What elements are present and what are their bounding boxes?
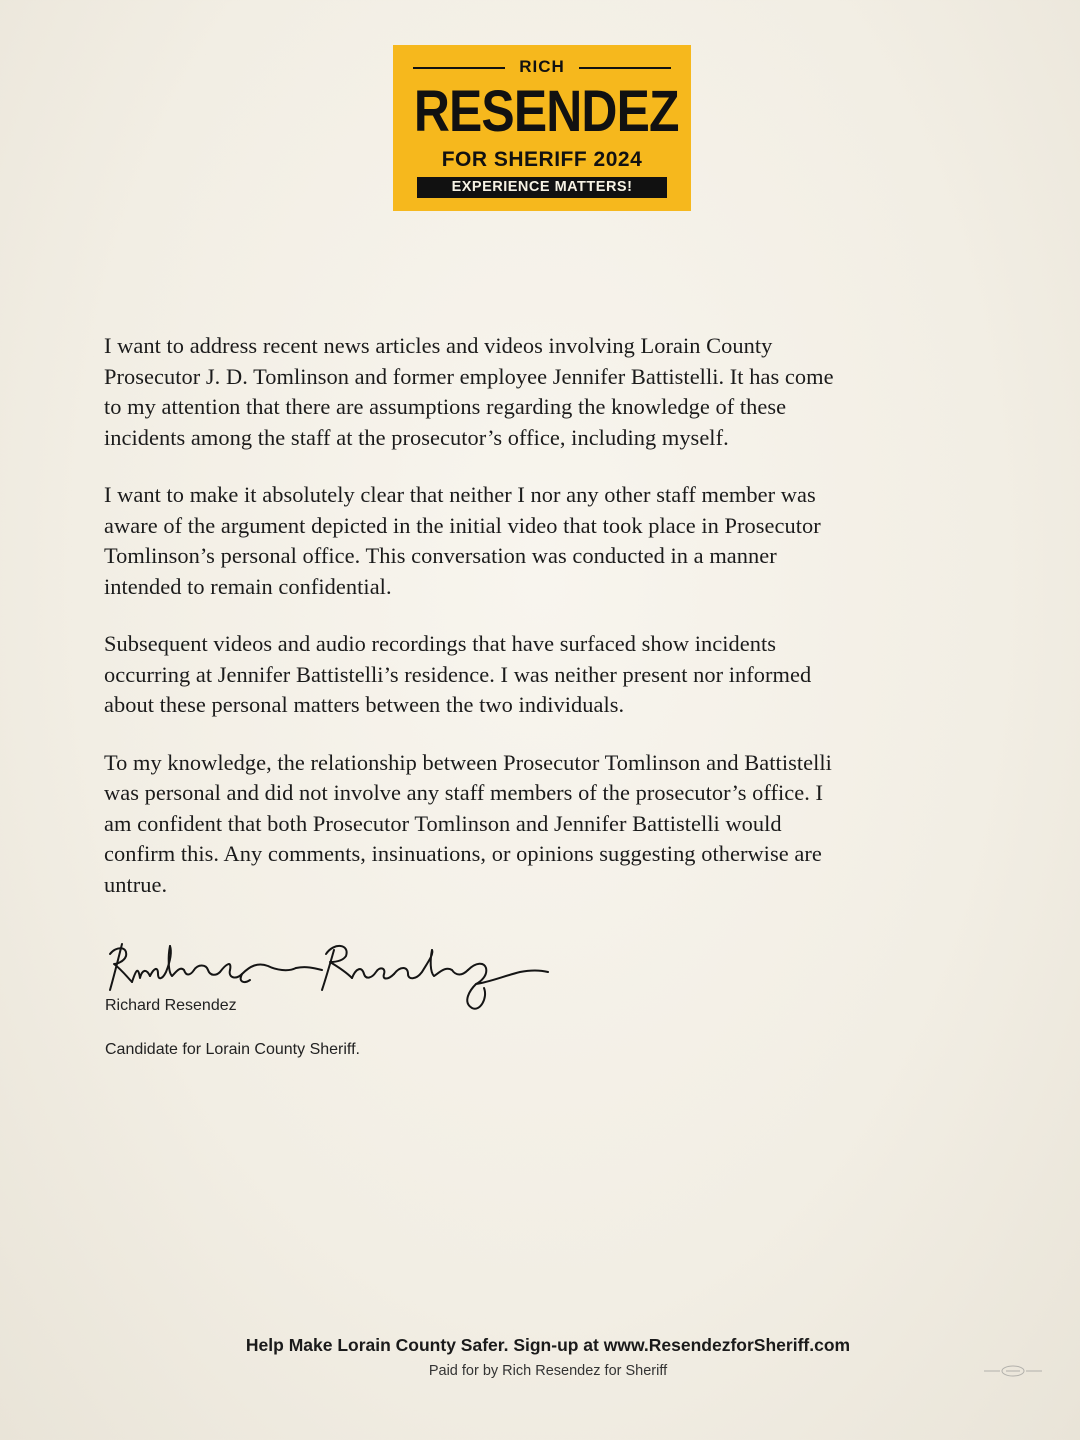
letter-paragraph-4: [104, 748, 964, 901]
logo-last-name: RESENDEZ: [413, 79, 679, 144]
letter-line: Subsequent videos and audio recordings that have surfaced show incidents: [104, 631, 777, 656]
signer-title: Candidate for Lorain County Sheriff.: [105, 1041, 360, 1058]
letter-paragraph-3: [104, 629, 964, 721]
letter-line: occurring at Jennifer Battistelli’s residence. I was neither present nor informed: [104, 661, 812, 687]
letter-line: was personal and did not involve any staff members of the prosecutor’s office. I: [104, 780, 824, 805]
logo-slogan: EXPERIENCE MATTERS!: [417, 177, 667, 198]
letter-body: [104, 331, 964, 927]
letter-line: Tomlinson’s personal office. This conversation was conducted in a manner: [104, 543, 777, 568]
letter-paragraph-2: [104, 480, 964, 602]
logo-office: FOR SHERIFF 2024: [441, 148, 643, 171]
letter-line: I want to address recent news articles and videos involving Lorain County: [104, 333, 773, 358]
signer-name: Richard Resendez: [105, 997, 237, 1014]
footer-paid-for: Paid for by Rich Resendez for Sheriff: [428, 1363, 668, 1379]
letter-line: confirm this. Any comments, insinuations, or opinions suggesting otherwise are: [104, 841, 822, 866]
letter-paragraph-1: [104, 331, 964, 453]
letter-line: about these personal matters between the two individuals.: [104, 692, 625, 717]
letter-line: I want to make it absolutely clear that neither I nor any other staff member was: [104, 482, 816, 507]
logo-first-name: RICH: [519, 57, 565, 76]
letter-line: aware of the argument depicted in the initial video that took place in Prosecutor: [104, 512, 821, 538]
letter-line: incidents among the staff at the prosecutor’s office, including myself.: [104, 424, 729, 450]
campaign-logo: [393, 45, 691, 211]
logo-rule-right: [579, 67, 671, 69]
watermark-mark: [980, 1362, 1046, 1380]
letter-line: Prosecutor J. D. Tomlinson and former employee Jennifer Battistelli. It has come: [104, 363, 834, 389]
letter-line: untrue.: [104, 871, 168, 897]
letter-line: To my knowledge, the relationship between Prosecutor Tomlinson and Battistelli: [104, 749, 832, 775]
logo-first-name-row: [393, 57, 691, 77]
letter-line: am confident that both Prosecutor Tomlinson and Jennifer Battistelli would: [104, 810, 782, 836]
footer-signup-line: Help Make Lorain County Safer. Sign-up at www.ResendezforSheriff.com: [245, 1335, 851, 1355]
letter-line: to my attention that there are assumptions regarding the knowledge of these: [104, 394, 787, 419]
letter-line: intended to remain confidential.: [104, 573, 392, 599]
